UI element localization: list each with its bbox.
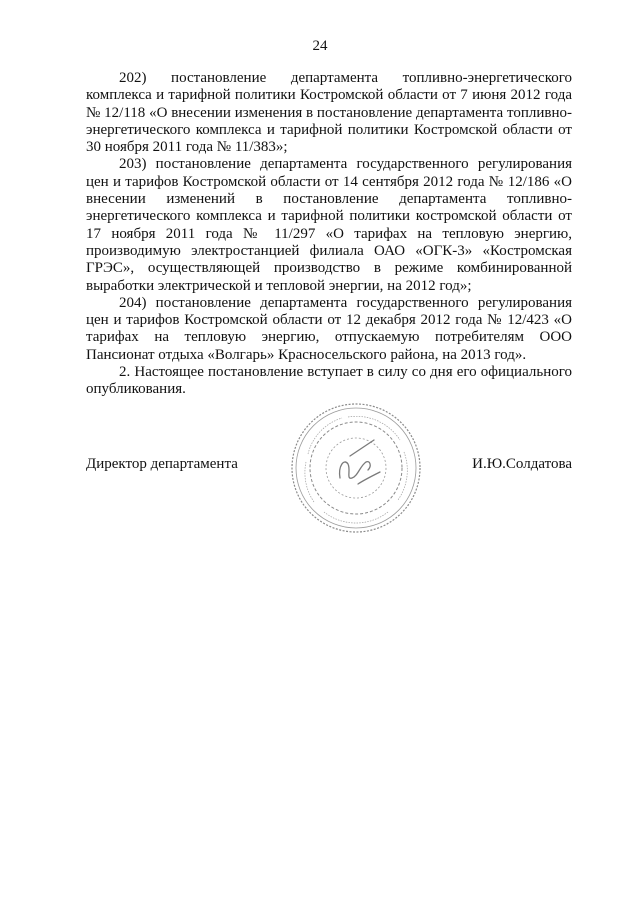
seal-middle-ring [310, 422, 402, 514]
page-number: 24 [312, 38, 328, 54]
seal-ring-text-texture [305, 416, 407, 523]
paragraph-item-204: 204) постановление департамента государственного регулирования цен и тарифов Костромской области от 12 декабря 2012 года № 12/423 «О тарифах на тепловую энергию, отпускаемую потребителям ООО Пансионат отдыха «Волгарь» Красносельского района, на 2013 год». [86, 294, 572, 363]
signer-name: И.Ю.Солдатова [472, 456, 572, 472]
official-seal-stamp [288, 400, 424, 536]
seal-outer-ring-inner-line [296, 408, 416, 528]
seal-inner-ring [326, 438, 386, 498]
signer-title: Директор департамента [86, 456, 238, 472]
handwritten-signature-mark [340, 440, 380, 484]
document-body [86, 70, 572, 399]
paragraph-item-202: 202) постановление департамента топливно-энергетического комплекса и тарифной политики Костромской области от 7 июня 2012 года № 12/118 «О внесении изменения в постановление департамента топливно-энергетического комплекса и тарифной политики Костромской области от 30 ноября 2011 года № 11/383»; [86, 70, 572, 156]
seal-outer-ring [292, 404, 420, 532]
paragraph-effective-date: 2. Настоящее постановление вступает в силу со дня его официального опубликования. [86, 364, 572, 398]
paragraph-item-203: 203) постановление департамента государственного регулирования цен и тарифов Костромской области от 14 сентября 2012 года № 12/186 «О внесении изменений в постановление департамента топливно-энергетического комплекса и тарифной политики костромской области от 17 ноября 2011 года № 11/297 «О тарифах на тепловую энергию, производимую электростанцией филиала ОАО «ОГК-3» «Костромская ГРЭС», осуществляющей производство в режиме комбинированной выработки электрической и тепловой энергии, на 2012 год»; [86, 156, 572, 294]
